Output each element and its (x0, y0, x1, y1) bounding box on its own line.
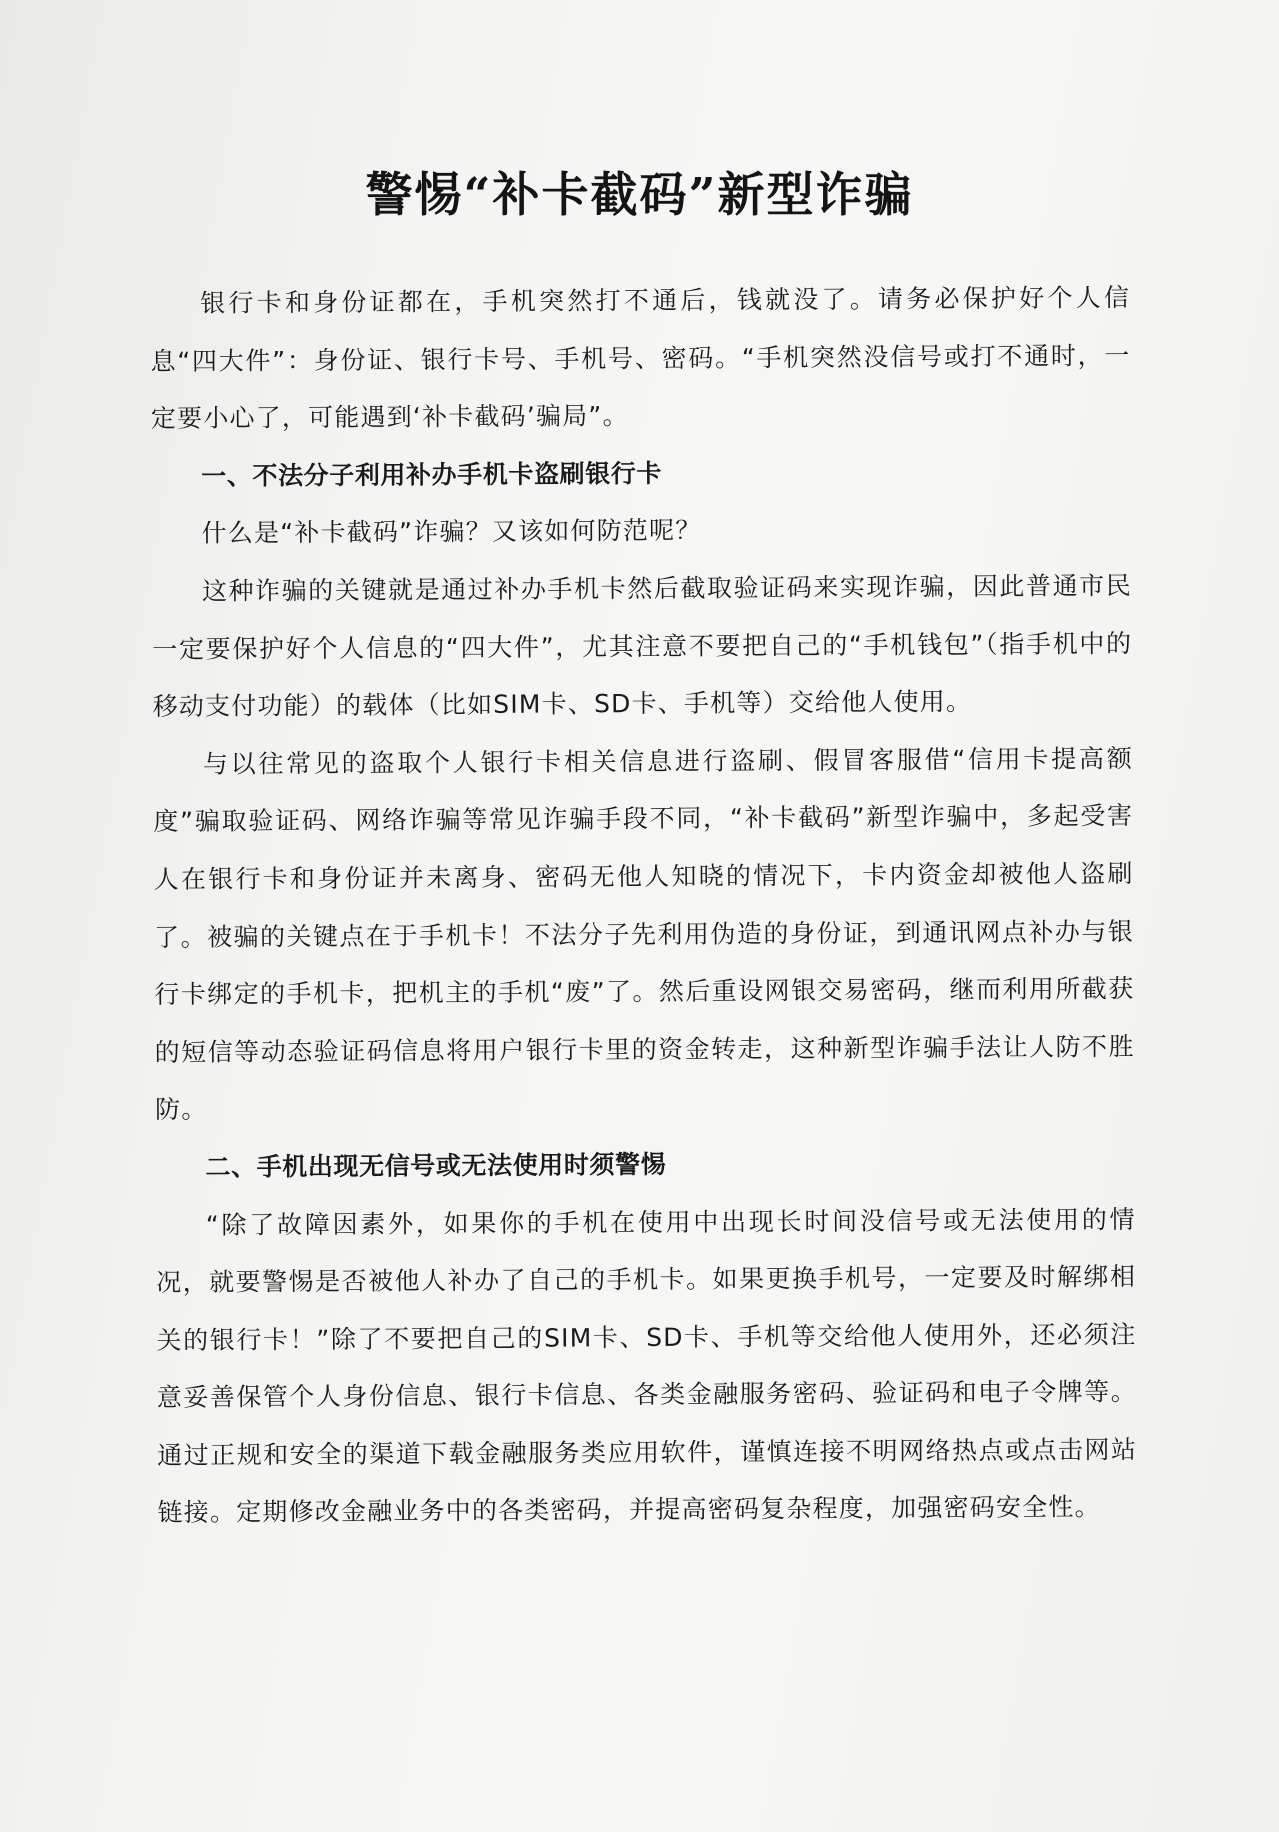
paragraph-key-point: 这种诈骗的关键就是通过补办手机卡然后截取验证码来实现诈骗，因此普通市民一定要保护好个人信息的“四大件”，尤其注意不要把自己的“手机钱包”（指手机中的移动支付功能）的载体（比如SIM卡、SD卡、手机等）交给他人使用。 (152, 570, 1133, 722)
document-body (150, 269, 1138, 1542)
paragraph-comparison: 与以往常见的盗取个人银行卡相关信息进行盗刷、假冒客服借“信用卡提高额度”骗取验证码、网络诈骗等常见诈骗手段不同，“补卡截码”新型诈骗中，多起受害人在银行卡和身份证并未离身、密码无他人知晓的情况下，卡内资金却被他人盗刷了。被骗的关键点在于手机卡！不法分子先利用伪造的身份证，到通讯网点补办与银行卡绑定的手机卡，把机主的手机“废”了。然后重设网银交易密码，继而利用所截获的短信等动态验证码信息将用户银行卡里的资金转走，这种新型诈骗手法让人防不胜防。 (153, 743, 1135, 1125)
document-title: 警惕“补卡截码”新型诈骗 (365, 168, 914, 223)
paragraph-intro: 银行卡和身份证都在，手机突然打不通后，钱就没了。请务必保护好个人信息“四大件”：身份证、银行卡号、手机号、密码。“手机突然没信号或打不通时，一定要小心了，可能遇到‘补卡截码’骗局”。 (150, 283, 1131, 434)
section-heading-2: 二、手机出现无信号或无法使用时须警惕 (205, 1149, 667, 1182)
paragraph-advice: “除了故障因素外，如果你的手机在使用中出现长时间没信号或无法使用的情况，就要警惕是否被他人补办了自己的手机卡。如果更换手机号，一定要及时解绑相关的银行卡！”除了不要把自己的SIM卡、SD卡、手机等交给他人使用外，还必须注意妥善保管个人身份信息、银行卡信息、各类金融服务密码、验证码和电子令牌等。通过正规和安全的渠道下载金融服务类应用软件，谨慎连接不明网络热点或点击网站链接。定期修改金融业务中的各类密码，并提高密码复杂程度，加强密码安全性。 (156, 1204, 1138, 1528)
paragraph-question: 什么是“补卡截码”诈骗？又该如何防范呢？ (201, 516, 702, 549)
section-heading-1: 一、不法分子利用补办手机卡盗刷银行卡 (201, 458, 663, 491)
